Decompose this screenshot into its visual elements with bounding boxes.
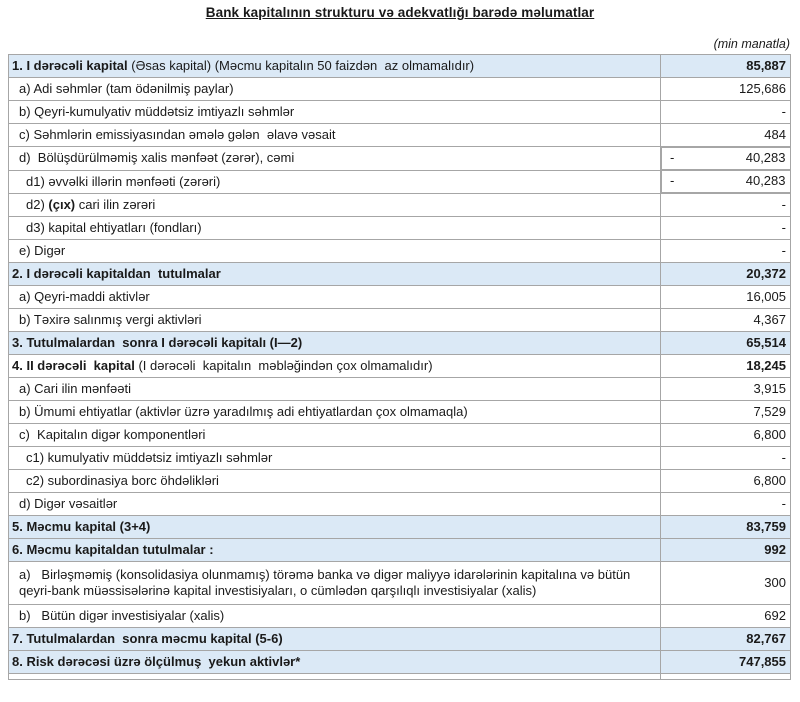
- table-row: [9, 493, 791, 516]
- table-row: [9, 240, 791, 263]
- row-value: 6,800: [661, 424, 791, 447]
- row-label: d2) (çıx) cari ilin zərəri: [9, 194, 661, 217]
- row-value: 747,855: [661, 651, 791, 674]
- table-row: [9, 309, 791, 332]
- row-label: 5. Məcmu kapital (3+4): [9, 516, 661, 539]
- table-row: [9, 378, 791, 401]
- row-label: d) Digər vəsaitlər: [9, 493, 661, 516]
- negative-sign: -: [670, 150, 675, 166]
- row-value: -: [661, 447, 791, 470]
- table-row: [9, 628, 791, 651]
- row-value: 300: [661, 562, 791, 605]
- table-row: [9, 605, 791, 628]
- unit-note: (min manatla): [713, 37, 790, 51]
- row-value: 20,372: [661, 263, 791, 286]
- row-label: [9, 674, 661, 680]
- row-label: d1) əvvəlki illərin mənfəəti (zərəri): [9, 170, 661, 194]
- row-value: 83,759: [661, 516, 791, 539]
- capital-table-body: [9, 55, 791, 680]
- value-number: 40,283: [745, 173, 786, 189]
- table-row: [9, 263, 791, 286]
- row-value: 484: [661, 124, 791, 147]
- row-value: [661, 147, 791, 170]
- row-label: b) Təxirə salınmış vergi aktivləri: [9, 309, 661, 332]
- row-label: c2) subordinasiya borc öhdəlikləri: [9, 470, 661, 493]
- table-row: [9, 539, 791, 562]
- table-row: [9, 651, 791, 674]
- table-row: [9, 147, 791, 171]
- table-row: [9, 355, 791, 378]
- row-label: a) Adi səhmlər (tam ödənilmiş paylar): [9, 78, 661, 101]
- table-row: [9, 562, 791, 605]
- table-row: [9, 424, 791, 447]
- table-row: [9, 170, 791, 194]
- table-row: [9, 194, 791, 217]
- row-value: -: [661, 240, 791, 263]
- table-row: [9, 217, 791, 240]
- row-label: 2. I dərəcəli kapitaldan tutulmalar: [9, 263, 661, 286]
- page-title: Bank kapitalının strukturu və adekvatlığı barədə məlumatlar: [205, 5, 595, 20]
- row-label: d) Bölüşdürülməmiş xalis mənfəət (zərər), cəmi: [9, 147, 661, 171]
- table-row: [9, 78, 791, 101]
- row-label: a) Qeyri-maddi aktivlər: [9, 286, 661, 309]
- row-label: 4. II dərəcəli kapital (I dərəcəli kapitalın məbləğindən çox olmamalıdır): [9, 355, 661, 378]
- row-value: 6,800: [661, 470, 791, 493]
- table-row: [9, 124, 791, 147]
- row-value: 82,767: [661, 628, 791, 651]
- row-label: a) Cari ilin mənfəəti: [9, 378, 661, 401]
- row-label: 8. Risk dərəcəsi üzrə ölçülmuş yekun aktivlər*: [9, 651, 661, 674]
- row-value: [661, 674, 791, 680]
- row-label: c) Səhmlərin emissiyasından əmələ gələn əlavə vəsait: [9, 124, 661, 147]
- value-number: 40,283: [745, 150, 786, 166]
- row-label: b) Qeyri-kumulyativ müddətsiz imtiyazlı səhmlər: [9, 101, 661, 124]
- table-row: [9, 286, 791, 309]
- row-label: 7. Tutulmalardan sonra məcmu kapital (5-6): [9, 628, 661, 651]
- negative-sign: -: [670, 173, 675, 189]
- row-value: 18,245: [661, 355, 791, 378]
- row-value: 125,686: [661, 78, 791, 101]
- row-value: 992: [661, 539, 791, 562]
- table-row: [9, 674, 791, 680]
- row-value: 85,887: [661, 55, 791, 78]
- row-value: 3,915: [661, 378, 791, 401]
- row-value: -: [661, 101, 791, 124]
- row-value: 4,367: [661, 309, 791, 332]
- row-value: 692: [661, 605, 791, 628]
- row-label: 6. Məcmu kapitaldan tutulmalar :: [9, 539, 661, 562]
- table-row: [9, 101, 791, 124]
- table-row: [9, 401, 791, 424]
- row-label: 1. I dərəcəli kapital (Əsas kapital) (Məcmu kapitalın 50 faizdən az olmamalıdır): [9, 55, 661, 78]
- row-value: -: [661, 493, 791, 516]
- row-label: a) Birləşməmiş (konsolidasiya olunmamış) törəmə banka və digər maliyyə idarələrinin kapitalına və bütün qeyri-bank müəssisələrinə kapital investisiyaları, o cümlədən qarşılıqlı investisiyalar (xalis): [9, 562, 661, 605]
- row-value: -: [661, 217, 791, 240]
- row-label: 3. Tutulmalardan sonra I dərəcəli kapitalı (I—2): [9, 332, 661, 355]
- row-label: b) Ümumi ehtiyatlar (aktivlər üzrə yaradılmış adi ehtiyatlardan çox olmamaqla): [9, 401, 661, 424]
- table-row: [9, 332, 791, 355]
- row-value: 7,529: [661, 401, 791, 424]
- row-label: e) Digər: [9, 240, 661, 263]
- row-label: c1) kumulyativ müddətsiz imtiyazlı səhmlər: [9, 447, 661, 470]
- table-row: [9, 516, 791, 539]
- row-value: 65,514: [661, 332, 791, 355]
- row-label: d3) kapital ehtiyatları (fondları): [9, 217, 661, 240]
- row-value: 16,005: [661, 286, 791, 309]
- row-label: c) Kapitalın digər komponentləri: [9, 424, 661, 447]
- capital-structure-table: [8, 54, 791, 680]
- table-row: [9, 470, 791, 493]
- row-value: [661, 170, 791, 193]
- row-value: -: [661, 194, 791, 217]
- table-row: [9, 55, 791, 78]
- row-label: b) Bütün digər investisiyalar (xalis): [9, 605, 661, 628]
- table-row: [9, 447, 791, 470]
